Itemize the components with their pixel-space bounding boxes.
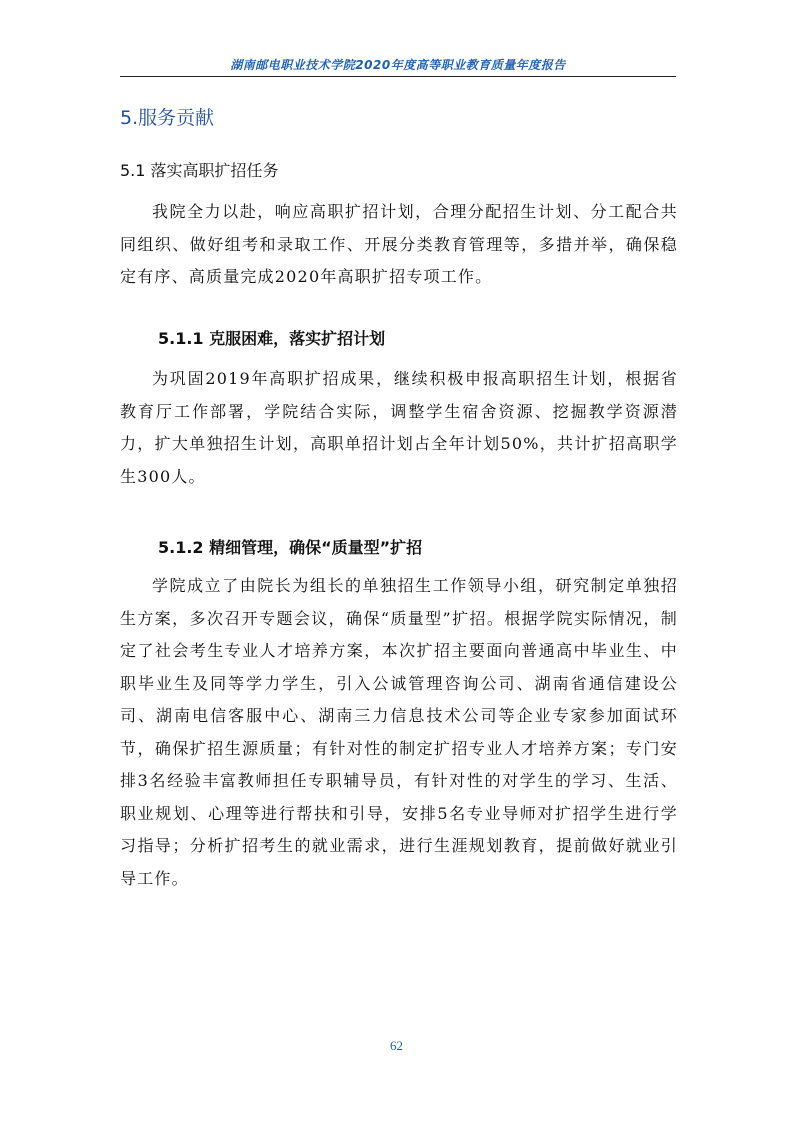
intro-paragraph: 我院全力以赴，响应高职扩招计划，合理分配招生计划、分工配合共同组织、做好组考和录取工作、开展分类教育管理等，多措并举，确保稳定有序、高质量完成2020年高职扩招专项工作。: [120, 202, 678, 286]
item-1-paragraph: 为巩固2019年高职扩招成果，继续积极申报高职招生计划，根据省教育厅工作部署，学院结合实际，调整学生宿舍资源、挖掘教学资源潜力，扩大单独招生计划，高职单招计划占全年计划50%，共计扩招高职学生300人。: [120, 369, 678, 486]
subsection-title: 5.1 落实高职扩招任务: [120, 161, 279, 180]
header-rule: [120, 76, 676, 77]
section-title: 5.服务贡献: [120, 107, 215, 129]
item-1-heading: 5.1.1 克服困难，落实扩招计划: [158, 329, 386, 348]
item-2-paragraph: 学院成立了由院长为组长的单独招生工作领导小组，研究制定单独招生方案，多次召开专题会议，确保“质量型”扩招。根据学院实际情况，制定了社会考生专业人才培养方案，本次扩招主要面向普通高中毕业生、中职毕业生及同等学力学生，引入公诚管理咨询公司、湖南省通信建设公司、湖南电信客服中心、湖南三力信息技术公司等企业专家参加面试环节，确保扩招生源质量；有针对性的制定扩招专业人才培养方案；专门安排3名经验丰富教师担任专职辅导员，有针对性的对学生的学习、生活、职业规划、心理等进行帮扶和引导，安排5名专业导师对扩招学生进行学习指导；分析扩招考生的就业需求，进行生涯规划教育，提前做好就业引导工作。: [120, 576, 678, 888]
page-number: 62: [390, 1038, 403, 1053]
running-header: 湖南邮电职业技术学院2020年度高等职业教育质量年度报告: [230, 58, 566, 72]
item-2-heading: 5.1.2 精细管理，确保“质量型”扩招: [158, 538, 423, 557]
